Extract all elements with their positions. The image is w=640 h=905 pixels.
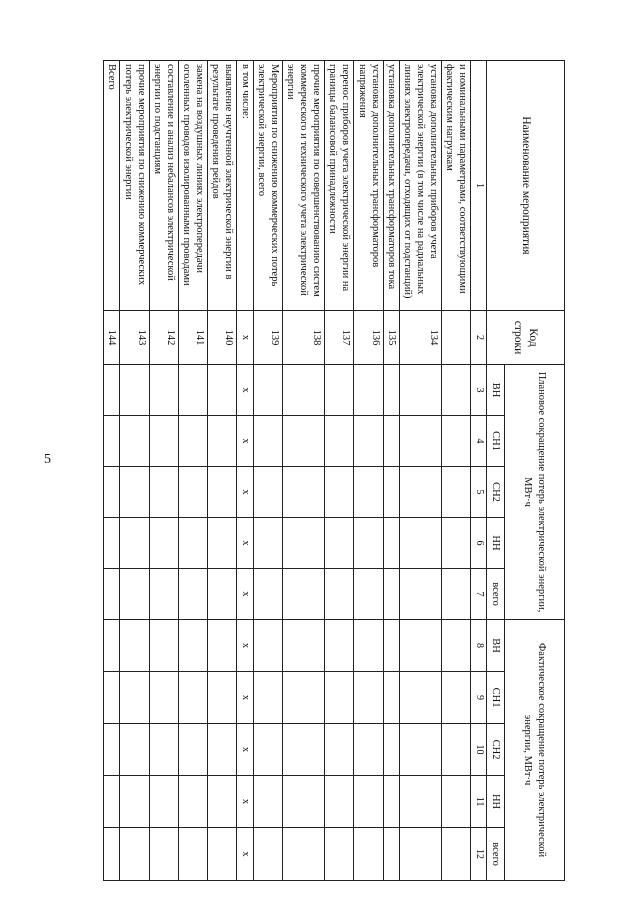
value-cell [325,365,354,416]
value-cell [383,724,399,776]
col-number: 2 [471,311,487,365]
col-number: 1 [471,61,487,311]
table-row [383,61,399,881]
page-number: 5 [44,452,51,467]
value-cell [282,365,324,416]
value-cell [325,416,354,467]
value-cell [120,672,149,724]
value-cell [399,724,441,776]
value-cell [104,518,120,569]
value-cell [179,724,208,776]
value-cell [208,672,237,724]
value-cell [149,467,178,518]
col-number: 4 [471,416,487,467]
row-code: 137 [325,311,354,365]
row-name: установка дополнительных трансформаторов тока [383,61,399,311]
value-cell [399,365,441,416]
value-cell [354,620,383,672]
value-cell [354,518,383,569]
row-code: 135 [383,311,399,365]
value-cell [120,776,149,828]
value-cell [104,672,120,724]
row-code: х [237,311,253,365]
value-cell [104,828,120,881]
value-cell [208,569,237,620]
table-row [399,61,441,881]
col-number: 3 [471,365,487,416]
value-cell [104,776,120,828]
value-cell [149,518,178,569]
value-cell [208,518,237,569]
sub-total: всего [487,828,505,881]
table-row [325,61,354,881]
sub-sn2: СН2 [487,467,505,518]
value-cell [399,828,441,881]
col-number: 5 [471,467,487,518]
value-cell: х [237,365,253,416]
table-row [179,61,208,881]
table-row [282,61,324,881]
row-name: перенос приборов учета электрической энергии на границы балансовой принадлежности [325,61,354,311]
row-code: 140 [208,311,237,365]
value-cell [149,776,178,828]
value-cell [149,620,178,672]
value-cell [179,569,208,620]
value-cell [325,672,354,724]
row-code: 136 [354,311,383,365]
value-cell [104,467,120,518]
value-cell [120,620,149,672]
value-cell [104,569,120,620]
value-cell [282,467,324,518]
col-number: 6 [471,518,487,569]
value-cell [208,365,237,416]
row-name: выявление неучтенной электрической энергии в результате проведения рейдов [208,61,237,311]
value-cell [354,416,383,467]
value-cell: х [237,518,253,569]
value-cell [179,620,208,672]
value-cell [104,620,120,672]
value-cell [120,467,149,518]
rotated-table-container [55,60,565,880]
value-cell [179,467,208,518]
value-cell [208,776,237,828]
value-cell [399,518,441,569]
row-name: Мероприятия по снижению коммерческих потерь электрической энергии, всего [253,61,282,311]
value-cell [325,569,354,620]
col-number: 12 [471,828,487,881]
row-code: 144 [104,311,120,365]
value-cell [149,569,178,620]
sub-nn: НН [487,518,505,569]
value-cell [383,620,399,672]
row-name: и номинальными параметрами, соответствующими фактическим нагрузкам [442,61,471,311]
value-cell [253,518,282,569]
col-number: 10 [471,724,487,776]
value-cell [399,672,441,724]
value-cell [208,467,237,518]
col-number: 11 [471,776,487,828]
value-cell [179,776,208,828]
value-cell [120,569,149,620]
value-cell: х [237,620,253,672]
table-row [253,61,282,881]
value-cell [179,365,208,416]
table-row [237,61,253,881]
value-cell [282,620,324,672]
table-row [354,61,383,881]
value-cell [282,569,324,620]
value-cell [354,776,383,828]
value-cell [149,365,178,416]
value-cell [325,724,354,776]
header-name: Наименование мероприятия [487,61,565,311]
value-cell [354,672,383,724]
value-cell: х [237,569,253,620]
col-number: 9 [471,672,487,724]
value-cell [120,416,149,467]
row-name: замена на воздушных линиях электропередачи оголенных проводов изолированными проводами [179,61,208,311]
value-cell [325,518,354,569]
value-cell [325,620,354,672]
value-cell [383,776,399,828]
row-name: прочие мероприятия по снижению коммерческих потерь электрической энергии [120,61,149,311]
value-cell [442,776,471,828]
row-code [442,311,471,365]
value-cell [104,724,120,776]
value-cell: х [237,416,253,467]
value-cell [208,416,237,467]
row-name: установка дополнительных приборов учета электрической энергии (в том числе на радиальных линиях электропередачи, отходящих от подстанций) [399,61,441,311]
value-cell [179,518,208,569]
value-cell [120,365,149,416]
value-cell [383,569,399,620]
row-code: 142 [149,311,178,365]
value-cell [282,724,324,776]
table-row [149,61,178,881]
value-cell [442,365,471,416]
value-cell [253,416,282,467]
value-cell [383,518,399,569]
value-cell [383,467,399,518]
value-cell [383,416,399,467]
value-cell [354,365,383,416]
value-cell [354,828,383,881]
value-cell [179,828,208,881]
table-row [442,61,471,881]
value-cell [442,724,471,776]
value-cell [442,518,471,569]
value-cell [104,416,120,467]
header-actual: Фактическое сокращение потерь электрической энергии, МВт·ч [505,620,565,881]
value-cell [253,365,282,416]
value-cell [120,724,149,776]
value-cell [120,518,149,569]
value-cell [282,828,324,881]
sub-nn: НН [487,776,505,828]
row-code: 138 [282,311,324,365]
value-cell [149,416,178,467]
value-cell [120,828,149,881]
value-cell [383,672,399,724]
value-cell [208,724,237,776]
value-cell [399,467,441,518]
value-cell [208,620,237,672]
value-cell [253,828,282,881]
sub-vn: ВН [487,365,505,416]
row-name: прочие мероприятия по совершенствованию систем коммерческого и технического учета электрической энергии [282,61,324,311]
value-cell [253,467,282,518]
value-cell [179,672,208,724]
value-cell [208,828,237,881]
sub-sn2: СН2 [487,724,505,776]
value-cell [383,828,399,881]
value-cell [253,724,282,776]
value-cell [399,569,441,620]
value-cell [149,724,178,776]
sub-vn: ВН [487,620,505,672]
value-cell: х [237,828,253,881]
sub-sn1: СН1 [487,416,505,467]
value-cell [179,416,208,467]
value-cell [442,467,471,518]
value-cell [325,828,354,881]
table-row [208,61,237,881]
value-cell [253,620,282,672]
value-cell [383,365,399,416]
header-planned: Плановое сокращение потерь электрической энергии, МВт·ч [505,365,565,620]
row-name: в том числе: [237,61,253,311]
value-cell [325,776,354,828]
value-cell [282,672,324,724]
row-name: Всего [104,61,120,311]
value-cell [442,569,471,620]
value-cell [442,416,471,467]
value-cell [253,569,282,620]
value-cell [253,672,282,724]
value-cell [399,416,441,467]
row-code: 139 [253,311,282,365]
value-cell [282,776,324,828]
header-code: Код строки [487,311,565,365]
col-number: 7 [471,569,487,620]
value-cell [399,776,441,828]
value-cell: х [237,467,253,518]
value-cell [253,776,282,828]
value-cell [282,518,324,569]
value-cell [325,467,354,518]
value-cell: х [237,724,253,776]
sub-total: всего [487,569,505,620]
loss-reduction-table [103,60,565,881]
row-code: 134 [399,311,441,365]
row-code: 141 [179,311,208,365]
table-row [120,61,149,881]
value-cell [442,828,471,881]
value-cell [104,365,120,416]
value-cell [442,672,471,724]
value-cell [149,672,178,724]
value-cell [149,828,178,881]
value-cell [399,620,441,672]
value-cell: х [237,672,253,724]
value-cell [442,620,471,672]
table-row [104,61,120,881]
row-name: составление и анализ небалансов электрической энергии по подстанциям [149,61,178,311]
sub-sn1: СН1 [487,672,505,724]
col-number: 8 [471,620,487,672]
value-cell [354,467,383,518]
value-cell: х [237,776,253,828]
value-cell [354,569,383,620]
row-name: установка дополнительных трансформаторов напряжения [354,61,383,311]
value-cell [282,416,324,467]
row-code: 143 [120,311,149,365]
value-cell [354,724,383,776]
